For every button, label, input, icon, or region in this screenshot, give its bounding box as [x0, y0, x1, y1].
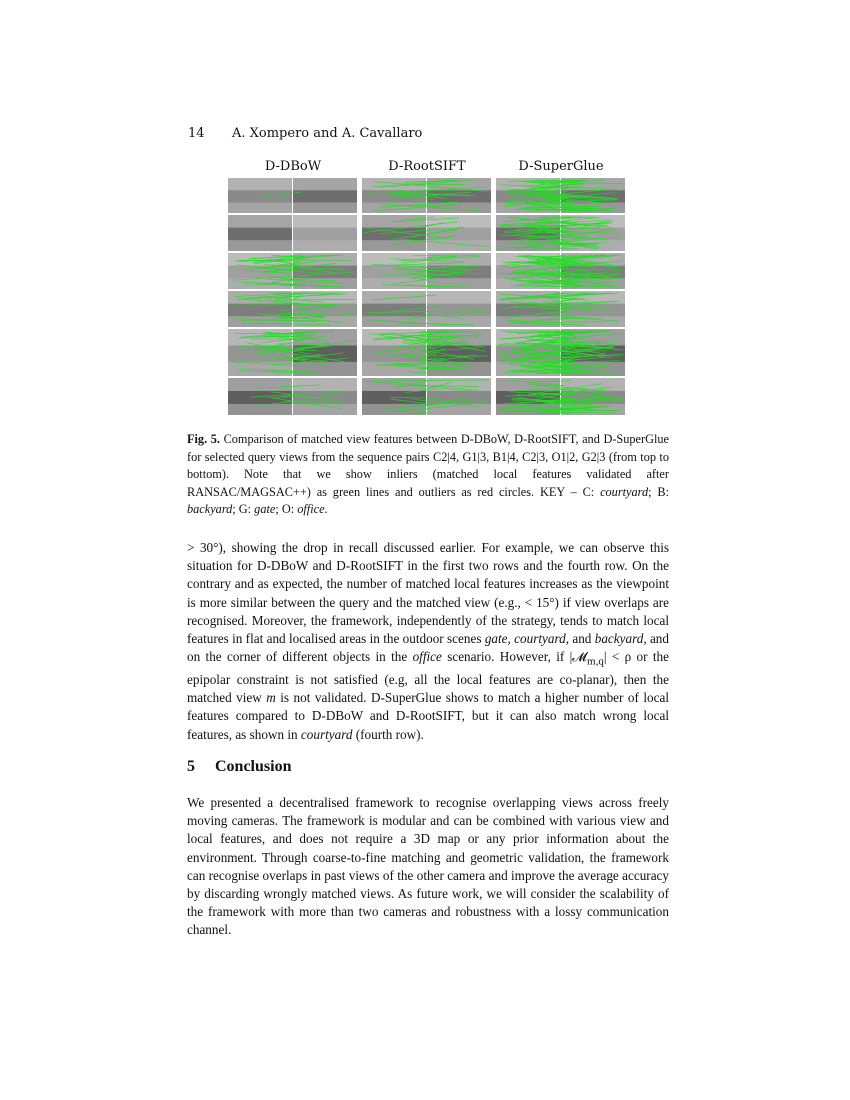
- match-cell: [362, 253, 491, 289]
- match-cell: [362, 378, 491, 415]
- text-span: , and: [565, 631, 595, 647]
- match-cell: [228, 253, 357, 289]
- match-cell: [362, 291, 491, 327]
- column-header-dsuperglue: D-SuperGlue: [518, 159, 604, 174]
- caption-key-gate: gate: [254, 502, 276, 516]
- caption-key-office: office: [297, 502, 325, 516]
- match-cell: [362, 215, 491, 251]
- page-number: 14: [188, 126, 205, 141]
- matched-features-grid: [228, 178, 626, 415]
- text-span: (fourth row).: [352, 726, 424, 742]
- paragraph-results: [187, 539, 669, 744]
- match-cell: [496, 178, 625, 213]
- caption-key-courtyard: courtyard: [600, 484, 649, 499]
- caption-key-backyard: backyard: [187, 502, 233, 516]
- match-cell: [496, 291, 625, 327]
- caption-end: .: [324, 502, 328, 516]
- match-cell: [228, 178, 357, 213]
- running-header: [188, 126, 422, 141]
- figure-column-headers: [228, 159, 628, 177]
- match-cell: [496, 253, 625, 289]
- figure-image-grid: [228, 178, 626, 415]
- text-span: ,: [507, 631, 515, 647]
- caption-sep: ; G:: [232, 502, 255, 516]
- italic-backyard: backyard: [594, 631, 644, 647]
- match-cell: [496, 378, 625, 415]
- caption-text: Comparison of matched view features between D-DBoW, D-RootSIFT, and D-SuperGlue for selected query views from the sequence pairs C2|4, G1|3, B1|4, C2|3, O1|2, G2|3 (from top to bottom). Note that we show inliers (matched local features validated after RANSAC/MAGSAC++) as green lines and outliers as red circles. KEY – C:: [187, 432, 670, 499]
- paragraph-conclusion: We presented a decentralised framework to recognise overlapping views across freely moving cameras. The framework is modular and can be combined with various view and local features, and does not require a 3D map or any prior information about the environment. Through coarse-to-fine matching and geometric validation, the framework can recognise overlaps in past views of the other camera and improve the average accuracy by discarding wrongly matched views. As future work, we will consider the scalability of the framework with more than two cameras and robustness with a lossy communication channel.: [187, 795, 669, 938]
- section-number: 5: [187, 758, 195, 775]
- text-span: | < ρ or the epipolar constraint is not satisfied (e.g, all the local features are co-planar), then the matched view: [187, 649, 669, 706]
- italic-gate: gate: [484, 631, 508, 647]
- text-span: scenario. However, if |𝓜: [441, 649, 588, 665]
- match-cell: [496, 215, 625, 251]
- italic-office: office: [412, 649, 442, 665]
- match-cell: [228, 291, 357, 327]
- match-cell: [228, 215, 357, 251]
- column-header-drootsift: D-RootSIFT: [388, 159, 466, 174]
- column-header-ddbow: D-DBoW: [264, 159, 322, 174]
- caption-label: Fig. 5.: [187, 432, 220, 446]
- caption-sep: ; O:: [275, 502, 298, 516]
- italic-courtyard: courtyard: [514, 631, 566, 647]
- italic-m: m: [266, 690, 276, 706]
- section-title: Conclusion: [215, 758, 292, 775]
- text-span: , and on the corner of different objects in the: [187, 631, 669, 665]
- subscript-mq: m,q: [587, 655, 604, 668]
- match-cell: [362, 329, 491, 376]
- authors: A. Xompero and A. Cavallaro: [232, 126, 423, 141]
- text-span: is not validated. D-SuperGlue shows to match a higher number of local features compared to D-DBoW and D-RootSIFT, but it can also match wrong local features, as shown in: [187, 690, 669, 742]
- match-cell: [362, 178, 491, 213]
- text-span: > 30°), showing the drop in recall discussed earlier. For example, we can observe this situation for D-DBoW and D-RootSIFT in the first two rows and the fourth row. On the contrary and as expected, the number of matched local features increases as the viewpoint is more similar between the query and the matched view (e.g., < 15°) if view overlaps are recognised. Moreover, the framework, independently of the strategy, tends to match local features in flat and localised areas in the outdoor scenes: [187, 540, 669, 647]
- italic-courtyard: courtyard: [300, 726, 353, 742]
- match-cell: [228, 329, 357, 376]
- match-cell: [228, 378, 357, 415]
- section-heading-conclusion: [187, 758, 291, 776]
- figure-caption: [187, 431, 669, 519]
- match-cell: [496, 329, 625, 376]
- caption-sep: ; B:: [648, 484, 669, 499]
